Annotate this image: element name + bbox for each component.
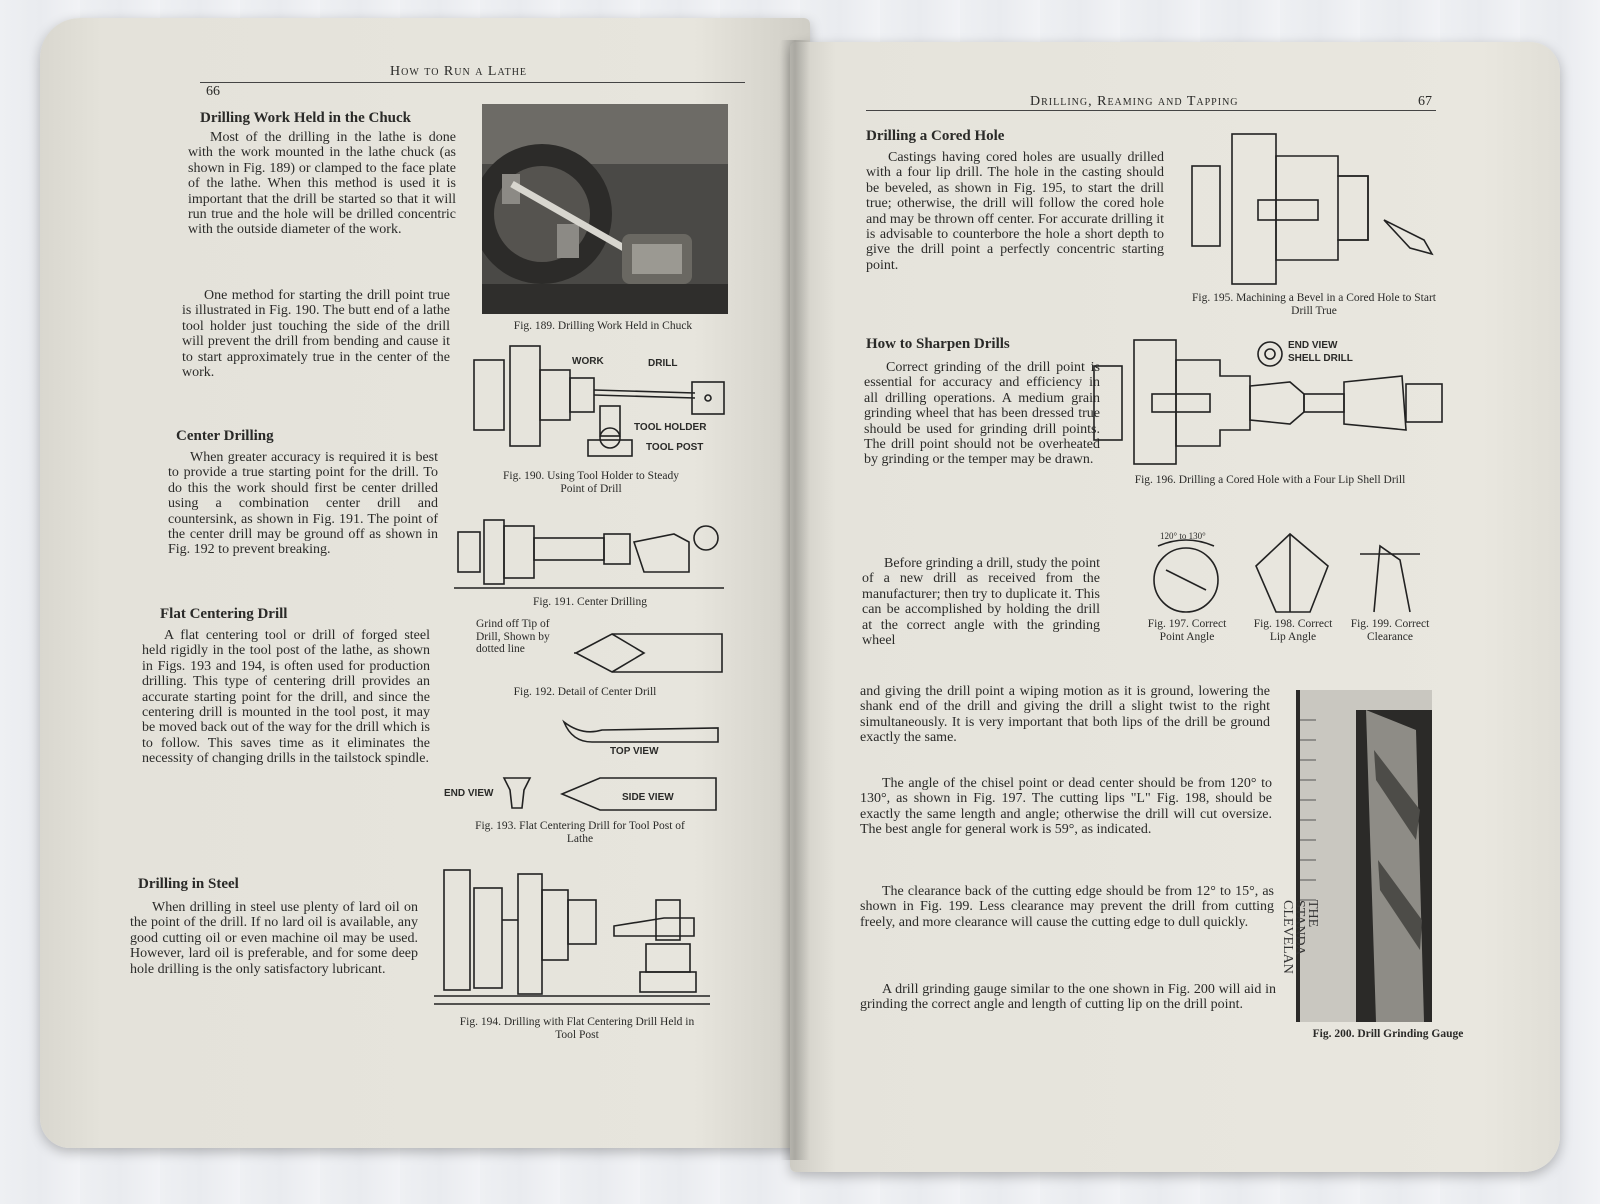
- fig194-drawing: [434, 860, 714, 1010]
- fig196-caption: Fig. 196. Drilling a Cored Hole with a Four Lip Shell Drill: [1134, 474, 1406, 486]
- fig200-photo: [1296, 690, 1432, 1022]
- paragraph: Castings having cored holes are usually drilled with a four lip drill. The hole in the casting should be beveled, as shown in Fig. 195, to start the drill true; otherwise, the drill will follow the cored hole and may be thrown off center. For accurate drilling it is advisable to counterbore the hole a short depth to give the drill point a perfectly concentric starting point.: [866, 150, 1164, 273]
- paragraph: When greater accuracy is required it is best to provide a true starting point for the drill. To do this the work should first be center drilled using a combination center drill and countersink, as shown in Fig. 191. The point of the center drill may be ground off as shown in Fig. 192 to prevent breaking.: [168, 450, 438, 558]
- book-spine: [780, 40, 810, 1160]
- fig197-drawing: [1146, 530, 1226, 616]
- fig189-caption: Fig. 189. Drilling Work Held in Chuck: [513, 320, 693, 332]
- paragraph: One method for starting the drill point true is illustrated in Fig. 190. The butt end of a lathe tool holder just touching the side of the drill will prevent the drill from bending and cause it to start approximately true in the center of the work.: [182, 288, 450, 381]
- fig200-gauge-text: THE STANDA CLEVELAN: [1280, 900, 1320, 974]
- fig197-caption: Fig. 197. Correct Point Angle: [1147, 618, 1227, 643]
- section-heading: Drilling a Cored Hole: [866, 128, 1005, 144]
- fig199-caption: Fig. 199. Correct Clearance: [1350, 618, 1430, 643]
- fig190-label-tool-holder: TOOL HOLDER: [634, 422, 707, 433]
- paragraph: The angle of the chisel point or dead center should be from 120° to 130°, as shown in Fig. 197. The cutting lips "L" Fig. 198, should be exactly the same length and angle; otherwise the drill will cut oversize. The best angle for general work is 59°, as indicated.: [860, 776, 1272, 838]
- fig190-label-drill: DRILL: [648, 358, 678, 369]
- fig190-label-tool-post: TOOL POST: [646, 442, 704, 453]
- paragraph: A drill grinding gauge similar to the one shown in Fig. 200 will aid in grinding the correct angle and length of cutting lip on the drill point.: [860, 982, 1276, 1013]
- fig196-label-end-view: END VIEW: [1288, 340, 1338, 351]
- header-rule-right: [866, 110, 1436, 111]
- paragraph: When drilling in steel use plenty of lard oil on the point of the drill. If no lard oil is available, any good cutting oil or even machine oil may be used. However, lard oil is preferable, and for some deep hole drilling is the only satisfactory lubricant.: [130, 900, 418, 977]
- fig196-drawing: [1090, 336, 1450, 468]
- section-heading: Center Drilling: [176, 428, 274, 444]
- fig191-drawing: [454, 512, 724, 594]
- fig196-label-shell-drill: SHELL DRILL: [1288, 353, 1353, 364]
- section-heading: Drilling Work Held in the Chuck: [200, 110, 412, 126]
- fig199-drawing: [1350, 540, 1430, 616]
- page-number-left: 66: [206, 84, 220, 99]
- fig198-caption: Fig. 198. Correct Lip Angle: [1253, 618, 1333, 643]
- header-rule-left: [200, 82, 745, 83]
- section-heading: Flat Centering Drill: [160, 606, 288, 622]
- fig193-label-side-view: SIDE VIEW: [622, 792, 674, 803]
- paragraph: Before grinding a drill, study the point of a new drill as received from the manufacturer; then try to duplicate it. This can be accomplished by holding the drill at the correct angle with the grinding wheel: [862, 556, 1100, 649]
- paragraph: The clearance back of the cutting edge should be from 12° to 15°, as shown in Fig. 199. Less clearance may prevent the drill from cutting freely, and more clearance will cause the cutting edge to dull quickly.: [860, 884, 1274, 930]
- fig197-angle-label: 120° to 130°: [1160, 531, 1206, 541]
- section-heading: Drilling in Steel: [138, 876, 239, 892]
- fig190-caption: Fig. 190. Using Tool Holder to Steady Point of Drill: [503, 470, 679, 495]
- paragraph: and giving the drill point a wiping motion as it is ground, lowering the shank end of the drill and giving the drill a slight twist to the right simultaneously. It is very important that both lips of the drill be ground exactly the same.: [860, 684, 1270, 746]
- paragraph: Correct grinding of the drill point is essential for accuracy and efficiency in all drilling operations. A medium grain grinding wheel that has been dressed true should be used for grinding drill points. The drill point should not be overheated by grinding or the temper may be drawn.: [864, 360, 1100, 468]
- fig193-end-view: [502, 776, 532, 810]
- fig189-photo: [482, 104, 728, 314]
- fig192-caption: Fig. 192. Detail of Center Drill: [513, 686, 657, 698]
- paragraph: A flat centering tool or drill of forged steel held rigidly in the tool post of the lathe, as shown in Figs. 193 and 194, is often used for production drilling. This type of centering drill provides an accurate starting point for the drill, and since the centering drill is mounted in the tool post, it may be moved back out of the way for the drill which is to follow. This saves time as it eliminates the necessity of changing drills in the tailstock spindle.: [142, 628, 430, 767]
- fig193-label-top-view: TOP VIEW: [610, 746, 659, 757]
- fig194-caption: Fig. 194. Drilling with Flat Centering Drill Held in Tool Post: [459, 1016, 695, 1041]
- fig191-caption: Fig. 191. Center Drilling: [532, 596, 648, 608]
- fig195-caption: Fig. 195. Machining a Bevel in a Cored Hole to Start Drill True: [1191, 292, 1436, 317]
- page-number-right: 67: [1418, 94, 1432, 109]
- fig195-drawing: [1188, 130, 1438, 286]
- running-head-right: Drilling, Reaming and Tapping: [1030, 94, 1239, 109]
- fig193-caption: Fig. 193. Flat Centering Drill for Tool Post of Lathe: [475, 820, 685, 845]
- section-heading: How to Sharpen Drills: [866, 336, 1010, 352]
- fig192-drawing: [574, 628, 724, 678]
- fig198-drawing: [1250, 526, 1336, 616]
- fig190-label-work: WORK: [572, 356, 604, 367]
- running-head-left: How to Run a Lathe: [390, 64, 528, 79]
- fig193-top-view: [562, 716, 722, 746]
- fig200-caption: Fig. 200. Drill Grinding Gauge: [1312, 1028, 1464, 1040]
- fig192-note: Grind off Tip of Drill, Shown by dotted line: [476, 618, 550, 655]
- paragraph: Most of the drilling in the lathe is done with the work mounted in the lathe chuck (as shown in Fig. 189) or clamped to the face plate of the lathe. When this method is used it is important that the drill be started so that it will run true and the hole will be drilled concentric with the outside diameter of the work.: [188, 130, 456, 238]
- fig193-label-end-view: END VIEW: [444, 788, 494, 799]
